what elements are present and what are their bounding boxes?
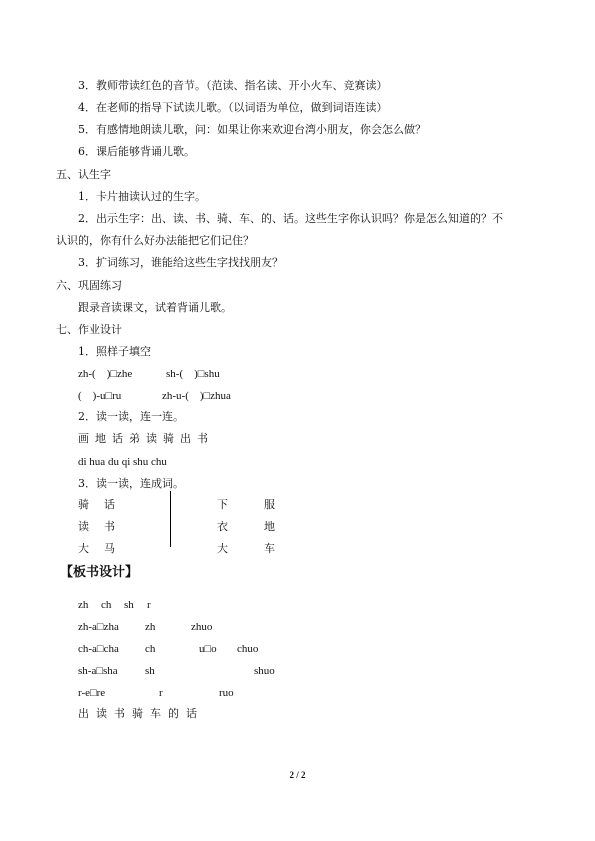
board-cell: sh [145,665,155,677]
q3-left-char: 大 [78,542,89,555]
q2-char: 画 [78,432,89,445]
board-char: 车 [150,707,161,720]
q2-char: 弟 [129,432,140,445]
q1-title: 1．照样子填空 [78,345,151,358]
section5-item3: 3．扩词练习，谁能给这些生字找找朋友？ [78,256,283,269]
q3-right-char: 大 [217,542,228,555]
board-cell: sh-a□sha [78,665,118,677]
page-number: 2 / 2 [289,770,306,780]
q3-left-char: 话 [104,498,115,511]
board-char: 的 [168,707,179,720]
board-char: 书 [114,707,125,720]
section7-title: 七、作业设计 [56,323,122,336]
q3-right-char: 车 [264,542,275,555]
q1-blank-1: zh-( )□zhe [78,368,133,380]
board-title: 【板书设计】 [60,565,139,580]
q1-blank-2: sh-( )□shu [166,368,220,380]
board-cell: r [159,687,163,699]
q1-blank-4: zh-u-( )□zhua [162,390,231,402]
q2-pinyin: di hua du qi shu chu [78,456,167,468]
q2-char: 读 [146,432,157,445]
q3-left-char: 读 [78,520,89,533]
q3-divider [170,491,171,547]
section6-body: 跟录音读课文，试着背诵儿歌。 [78,301,232,314]
board-cell: shuo [254,665,275,677]
board-cell: ch-a□cha [78,643,119,655]
section6-title: 六、巩固练习 [56,279,122,292]
board-char: 出 [78,707,89,720]
board-cell: ch [145,643,156,655]
q3-right-char: 地 [264,520,275,533]
board-char: 读 [96,707,107,720]
q2-char: 骑 [163,432,174,445]
board-cell: chuo [237,643,259,655]
board-char: 骑 [132,707,143,720]
q3-left-char: 书 [104,520,115,533]
section5-title: 五、认生字 [56,168,111,181]
q2-char: 话 [112,432,123,445]
q3-right-char: 衣 [217,520,228,533]
step-6: 6．课后能够背诵儿歌。 [78,145,195,158]
q2-title: 2．读一读，连一连。 [78,410,184,423]
section5-item2a: 2．出示生字：出、读、书、骑、车、的、话。这些生字你认识吗？你是怎么知道的？不 [78,212,503,225]
board-cell: r-e□re [78,687,106,699]
q1-blank-3: ( )-u□ru [78,390,122,402]
board-cell: u□o [199,643,217,655]
board-char: 话 [186,707,197,720]
q3-title: 3．读一读，连成词。 [78,477,184,490]
q3-left-char: 骑 [78,498,89,511]
section5-item1: 1．卡片抽读认过的生字。 [78,190,206,203]
q3-right-char: 服 [264,498,275,511]
board-cell: sh [124,599,134,611]
board-cell: zh-a□zha [78,621,119,633]
step-3: 3．教师带读红色的音节。（范读、指名读、开小火车、竞赛读） [78,79,388,92]
q2-char: 书 [197,432,208,445]
q3-left-char: 马 [104,542,115,555]
q3-right-char: 下 [217,498,228,511]
board-cell: zh [145,621,156,633]
section5-item2b: 认识的，你有什么好办法能把它们记住？ [56,234,254,247]
step-5: 5．有感情地朗读儿歌，问：如果让你来欢迎台湾小朋友，你会怎么做？ [78,123,426,136]
board-cell: r [147,599,151,611]
q2-char: 出 [180,432,191,445]
board-cell: zh [78,599,89,611]
board-cell: ch [101,599,112,611]
board-cell: zhuo [191,621,213,633]
board-cell: ruo [219,687,234,699]
q2-char: 地 [95,432,106,445]
step-4: 4．在老师的指导下试读儿歌。（以词语为单位，做到词语连读） [78,101,388,114]
